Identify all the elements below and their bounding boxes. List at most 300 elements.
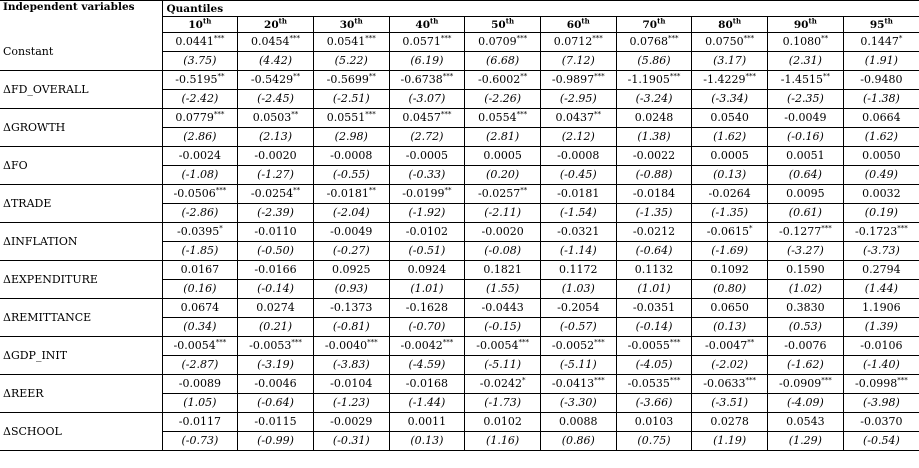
t-statistic: (0.80) [692, 279, 767, 298]
significance-stars: ** [520, 186, 528, 195]
t-statistic: (-0.08) [465, 241, 540, 260]
coefficient-value: -0.0046 [254, 377, 297, 390]
estimate-cell [389, 337, 465, 375]
estimate-cell [540, 261, 616, 299]
coefficient-value: 0.0051 [786, 149, 825, 162]
significance-stars: *** [213, 110, 225, 119]
t-statistic: (-0.55) [314, 165, 389, 184]
t-statistic: (-2.04) [314, 203, 389, 222]
t-statistic: (-0.70) [390, 317, 465, 336]
estimate-cell [843, 261, 919, 299]
estimate-cell [692, 109, 768, 147]
coefficient-value: -0.6738*** [400, 72, 454, 86]
significance-stars: ** [747, 338, 755, 347]
coefficient-value: -1.4229*** [703, 72, 757, 86]
variable-name: ΔREER [0, 375, 162, 413]
significance-stars: *** [440, 34, 452, 43]
significance-stars: *** [365, 110, 376, 119]
estimate-cell [616, 147, 692, 185]
estimate-cell [162, 147, 238, 185]
t-statistic: (1.01) [617, 279, 692, 298]
t-statistic: (2.72) [390, 127, 465, 146]
t-statistic: (6.19) [390, 51, 465, 70]
coefficient-value: 0.3830 [786, 301, 825, 314]
estimate-cell [768, 337, 844, 375]
table-row [0, 375, 919, 413]
coefficient-value: -0.0351 [632, 301, 676, 314]
estimate-cell [616, 71, 692, 109]
coefficient-value: -0.2054 [557, 301, 600, 314]
significance-stars: ** [594, 110, 602, 119]
estimate-cell [313, 71, 389, 109]
estimate-cell [162, 33, 238, 71]
estimate-cell [692, 375, 768, 413]
t-statistic: (0.13) [692, 165, 767, 184]
t-statistic: (1.44) [844, 279, 919, 298]
coefficient-value: 0.0095 [786, 187, 825, 200]
coefficient-value: -0.0370 [860, 415, 903, 428]
coefficient-value: 0.0750*** [705, 34, 755, 48]
estimate-cell [389, 185, 465, 223]
t-statistic: (3.17) [692, 51, 767, 70]
estimate-cell [389, 413, 465, 451]
t-statistic: (2.13) [238, 127, 313, 146]
significance-stars: *** [669, 376, 681, 385]
coefficient-value: -0.1373 [330, 301, 373, 314]
estimate-cell [313, 223, 389, 261]
estimate-cell [465, 109, 541, 147]
t-statistic: (-2.02) [692, 355, 767, 374]
variable-name: ΔFO [0, 147, 162, 185]
t-statistic: (-0.54) [844, 431, 919, 450]
coefficient-value: 0.0457*** [402, 110, 452, 124]
estimate-cell [616, 413, 692, 451]
coefficient-value: -0.0049 [784, 111, 827, 124]
t-statistic: (-0.45) [541, 165, 616, 184]
estimate-cell [540, 71, 616, 109]
coefficient-value: -0.0020 [481, 225, 524, 238]
coefficient-value: -0.0076 [784, 339, 827, 352]
estimate-cell [616, 185, 692, 223]
coefficient-value: -0.1277*** [778, 224, 832, 238]
t-statistic: (-2.51) [314, 89, 389, 108]
significance-stars: *** [516, 110, 528, 119]
t-statistic: (0.16) [163, 279, 238, 298]
significance-stars: *** [592, 34, 603, 43]
t-statistic: (1.16) [465, 431, 540, 450]
coefficient-value: 0.0167 [180, 263, 220, 276]
estimate-cell [162, 185, 238, 223]
table-row [0, 413, 919, 451]
estimate-cell [313, 413, 389, 451]
estimate-cell [162, 337, 238, 375]
variable-name: Constant [0, 33, 162, 71]
estimate-cell [768, 413, 844, 451]
coefficient-value: -0.5699** [326, 72, 376, 86]
estimate-cell [162, 223, 238, 261]
estimate-cell [768, 147, 844, 185]
estimate-cell [616, 109, 692, 147]
significance-stars: * [898, 34, 903, 43]
significance-stars: *** [821, 224, 832, 233]
table-row [0, 147, 919, 185]
significance-stars: *** [745, 72, 757, 81]
estimate-cell [313, 375, 389, 413]
estimate-cell [540, 33, 616, 71]
estimate-cell [313, 33, 389, 71]
t-statistic: (-2.87) [163, 355, 238, 374]
significance-stars: *** [289, 34, 301, 43]
coefficient-value: -0.0199** [402, 186, 452, 200]
t-statistic: (-0.73) [163, 431, 238, 450]
significance-stars: *** [743, 34, 755, 43]
significance-stars: *** [594, 72, 605, 81]
t-statistic: (-0.16) [768, 127, 843, 146]
coefficient-value: -0.9480 [860, 73, 903, 86]
variable-name: ΔFD_OVERALL [0, 71, 162, 109]
significance-stars: ** [444, 186, 452, 195]
t-statistic: (0.61) [768, 203, 843, 222]
estimate-cell [843, 413, 919, 451]
quantile-header: 40th [389, 17, 465, 33]
coefficient-value: 0.1092 [710, 263, 749, 276]
t-statistic: (1.39) [844, 317, 919, 336]
coefficient-value: -0.0395* [176, 224, 223, 238]
significance-stars: ** [368, 186, 376, 195]
coefficient-value: 0.2794 [862, 263, 901, 276]
coefficient-value: -0.0166 [254, 263, 297, 276]
coefficient-value: -0.0020 [254, 149, 297, 162]
coefficient-value: 0.0005 [483, 149, 522, 162]
t-statistic: (-1.08) [163, 165, 238, 184]
quantile-header: 60th [540, 17, 616, 33]
estimate-cell [238, 261, 314, 299]
significance-stars: *** [745, 376, 757, 385]
estimate-cell [162, 299, 238, 337]
significance-stars: *** [669, 72, 681, 81]
coefficient-value: 0.0503** [252, 110, 299, 124]
variable-name: ΔINFLATION [0, 223, 162, 261]
independent-variables-header: Independent variables [0, 1, 162, 33]
significance-stars: * [521, 376, 526, 385]
quantile-header: 95th [843, 17, 919, 33]
t-statistic: (0.53) [768, 317, 843, 336]
coefficient-value: 0.0664 [862, 111, 901, 124]
coefficient-value: -0.0117 [178, 415, 221, 428]
t-statistic: (-1.92) [390, 203, 465, 222]
coefficient-value: 0.0103 [634, 415, 674, 428]
variable-name: ΔSCHOOL [0, 413, 162, 451]
estimate-cell [843, 299, 919, 337]
estimate-cell [616, 375, 692, 413]
coefficient-value: -0.0008 [330, 149, 373, 162]
t-statistic: (-0.88) [617, 165, 692, 184]
significance-stars: ** [291, 110, 299, 119]
t-statistic: (7.12) [541, 51, 616, 70]
coefficient-value: -0.5195** [175, 72, 225, 86]
coefficient-value: 0.0274 [256, 301, 295, 314]
estimate-cell [389, 223, 465, 261]
t-statistic: (-3.73) [844, 241, 919, 260]
estimate-cell [692, 33, 768, 71]
t-statistic: (3.75) [163, 51, 238, 70]
estimate-cell [616, 261, 692, 299]
estimate-cell [465, 375, 541, 413]
quantile-header: 90th [768, 17, 844, 33]
coefficient-value: 0.0102 [483, 415, 522, 428]
coefficient-value: 0.0571*** [402, 34, 452, 48]
estimate-cell [616, 299, 692, 337]
coefficient-value: 0.0712*** [553, 34, 603, 48]
estimate-cell [238, 109, 314, 147]
coefficient-value: 0.1447* [860, 34, 903, 48]
coefficient-value: -0.0321 [557, 225, 600, 238]
t-statistic: (1.01) [390, 279, 465, 298]
coefficient-value: 0.0541*** [326, 34, 376, 48]
estimate-cell [313, 261, 389, 299]
t-statistic: (0.34) [163, 317, 238, 336]
estimate-cell [162, 261, 238, 299]
coefficient-value: -1.4515** [780, 72, 830, 86]
t-statistic: (-1.69) [692, 241, 767, 260]
coefficient-value: -0.0102 [405, 225, 449, 238]
table-row [0, 109, 919, 147]
estimate-cell [313, 185, 389, 223]
quantile-header: 50th [465, 17, 541, 33]
t-statistic: (-1.35) [692, 203, 767, 222]
t-statistic: (0.75) [617, 431, 692, 450]
coefficient-value: -0.0054*** [476, 338, 529, 352]
t-statistic: (1.19) [692, 431, 767, 450]
significance-stars: *** [365, 34, 376, 43]
coefficient-value: -0.0413*** [551, 376, 605, 390]
significance-stars: *** [594, 338, 605, 347]
t-statistic: (-1.85) [163, 241, 238, 260]
t-statistic: (-2.42) [163, 89, 238, 108]
estimate-cell [692, 147, 768, 185]
quantile-header: 30th [313, 17, 389, 33]
coefficient-value: 0.1821 [483, 263, 522, 276]
t-statistic: (-0.57) [541, 317, 616, 336]
coefficient-value: -0.0184 [632, 187, 676, 200]
coefficient-value: 0.0005 [710, 149, 749, 162]
t-statistic: (-3.19) [238, 355, 313, 374]
t-statistic: (-5.11) [465, 355, 540, 374]
coefficient-value: 0.0441*** [175, 34, 225, 48]
estimate-cell [162, 71, 238, 109]
t-statistic: (-3.30) [541, 393, 616, 412]
t-statistic: (1.91) [844, 51, 919, 70]
t-statistic: (-3.51) [692, 393, 767, 412]
coefficient-value: 0.0543 [786, 415, 825, 428]
estimate-cell [843, 337, 919, 375]
significance-stars: * [219, 224, 223, 233]
coefficient-value: -0.0110 [254, 225, 297, 238]
quantile-header: 20th [238, 17, 314, 33]
t-statistic: (0.19) [844, 203, 919, 222]
estimate-cell [843, 33, 919, 71]
significance-stars: ** [822, 72, 830, 81]
t-statistic: (1.05) [163, 393, 238, 412]
t-statistic: (-2.95) [541, 89, 616, 108]
estimate-cell [692, 413, 768, 451]
t-statistic: (-1.38) [844, 89, 919, 108]
estimate-cell [843, 109, 919, 147]
estimate-cell [238, 413, 314, 451]
t-statistic: (-1.35) [617, 203, 692, 222]
estimate-cell [843, 71, 919, 109]
variable-name: ΔTRADE [0, 185, 162, 223]
t-statistic: (5.22) [314, 51, 389, 70]
significance-stars: ** [293, 186, 301, 195]
t-statistic: (-3.27) [768, 241, 843, 260]
estimate-cell [465, 33, 541, 71]
coefficient-value: -0.0998*** [854, 376, 908, 390]
coefficient-value: 0.0032 [862, 187, 901, 200]
estimate-cell [238, 337, 314, 375]
coefficient-value: -0.0053*** [249, 338, 302, 352]
coefficient-value: 0.0088 [559, 415, 598, 428]
estimate-cell [313, 109, 389, 147]
estimate-cell [313, 299, 389, 337]
estimate-cell [540, 147, 616, 185]
coefficient-value: 0.0540 [710, 111, 749, 124]
estimate-cell [238, 185, 314, 223]
coefficient-value: 0.1080** [782, 34, 829, 48]
t-statistic: (-1.73) [465, 393, 540, 412]
coefficient-value: 0.0278 [710, 415, 749, 428]
estimate-cell [768, 71, 844, 109]
estimate-cell [768, 375, 844, 413]
coefficient-value: -0.0040*** [324, 338, 378, 352]
t-statistic: (4.42) [238, 51, 313, 70]
t-statistic: (-3.98) [844, 393, 919, 412]
t-statistic: (0.20) [465, 165, 540, 184]
quantile-header: 70th [616, 17, 692, 33]
significance-stars: *** [215, 186, 227, 195]
t-statistic: (-0.14) [617, 317, 692, 336]
estimate-cell [389, 33, 465, 71]
estimate-cell [540, 337, 616, 375]
t-statistic: (-0.81) [314, 317, 389, 336]
estimate-cell [465, 147, 541, 185]
t-statistic: (-3.34) [692, 89, 767, 108]
estimate-cell [692, 261, 768, 299]
estimate-cell [313, 337, 389, 375]
coefficient-value: -0.0181 [557, 187, 600, 200]
estimate-cell [465, 337, 541, 375]
significance-stars: *** [667, 34, 679, 43]
coefficient-value: 0.0924 [407, 263, 447, 276]
t-statistic: (-5.11) [541, 355, 616, 374]
coefficient-value: -0.0242* [479, 376, 526, 390]
table-body [0, 33, 919, 451]
estimate-cell [616, 337, 692, 375]
estimate-cell [389, 109, 465, 147]
t-statistic: (0.93) [314, 279, 389, 298]
coefficient-value: -0.9897*** [551, 72, 605, 86]
t-statistic: (-4.09) [768, 393, 843, 412]
coefficient-value: -0.0181** [326, 186, 376, 200]
t-statistic: (-0.14) [238, 279, 313, 298]
estimate-cell [465, 223, 541, 261]
t-statistic: (2.98) [314, 127, 389, 146]
t-statistic: (-1.54) [541, 203, 616, 222]
coefficient-value: -0.0089 [178, 377, 221, 390]
estimate-cell [768, 33, 844, 71]
estimate-cell [540, 109, 616, 147]
estimate-cell [162, 413, 238, 451]
estimate-cell [768, 223, 844, 261]
t-statistic: (-0.64) [617, 241, 692, 260]
estimate-cell [616, 33, 692, 71]
quantile-header: 10th [162, 17, 238, 33]
coefficient-value: -0.0257** [477, 186, 528, 200]
coefficient-value: -0.0055*** [627, 338, 681, 352]
t-statistic: (-2.26) [465, 89, 540, 108]
coefficient-value: 0.0551*** [326, 110, 376, 124]
coefficient-value: -0.0008 [557, 149, 600, 162]
t-statistic: (-4.05) [617, 355, 692, 374]
coefficient-value: -0.0168 [405, 377, 449, 390]
estimate-cell [238, 223, 314, 261]
coefficient-value: -1.1905*** [627, 72, 681, 86]
estimate-cell [313, 147, 389, 185]
t-statistic: (-0.27) [314, 241, 389, 260]
t-statistic: (5.86) [617, 51, 692, 70]
coefficient-value: -0.0443 [481, 301, 524, 314]
t-statistic: (-2.11) [465, 203, 540, 222]
t-statistic: (2.31) [768, 51, 843, 70]
t-statistic: (-3.66) [617, 393, 692, 412]
t-statistic: (-1.27) [238, 165, 313, 184]
coefficient-value: 0.0050 [862, 149, 901, 162]
t-statistic: (-1.14) [541, 241, 616, 260]
t-statistic: (-1.40) [844, 355, 919, 374]
estimate-cell [389, 261, 465, 299]
coefficient-value: -0.0535*** [627, 376, 681, 390]
coefficient-value: 0.0709*** [478, 34, 528, 48]
t-statistic: (1.62) [692, 127, 767, 146]
estimate-cell [389, 71, 465, 109]
coefficient-value: -0.0029 [330, 415, 373, 428]
coefficient-value: 1.1906 [862, 301, 901, 314]
table-row [0, 223, 919, 261]
t-statistic: (-0.64) [238, 393, 313, 412]
t-statistic: (0.21) [238, 317, 313, 336]
estimate-cell [162, 375, 238, 413]
estimate-cell [843, 185, 919, 223]
t-statistic: (-0.50) [238, 241, 313, 260]
estimate-cell [692, 223, 768, 261]
t-statistic: (-3.24) [617, 89, 692, 108]
coefficient-value: -0.0104 [330, 377, 373, 390]
significance-stars: *** [442, 338, 454, 347]
t-statistic: (-2.39) [238, 203, 313, 222]
coefficient-value: 0.1172 [559, 263, 598, 276]
significance-stars: *** [291, 338, 302, 347]
t-statistic: (0.64) [768, 165, 843, 184]
t-statistic: (-1.62) [768, 355, 843, 374]
estimate-cell [389, 375, 465, 413]
estimate-cell [843, 147, 919, 185]
t-statistic: (0.86) [541, 431, 616, 450]
significance-stars: ** [520, 72, 528, 81]
coefficient-value: -0.0054*** [173, 338, 227, 352]
t-statistic: (0.49) [844, 165, 919, 184]
significance-stars: *** [594, 376, 605, 385]
significance-stars: * [749, 224, 753, 233]
